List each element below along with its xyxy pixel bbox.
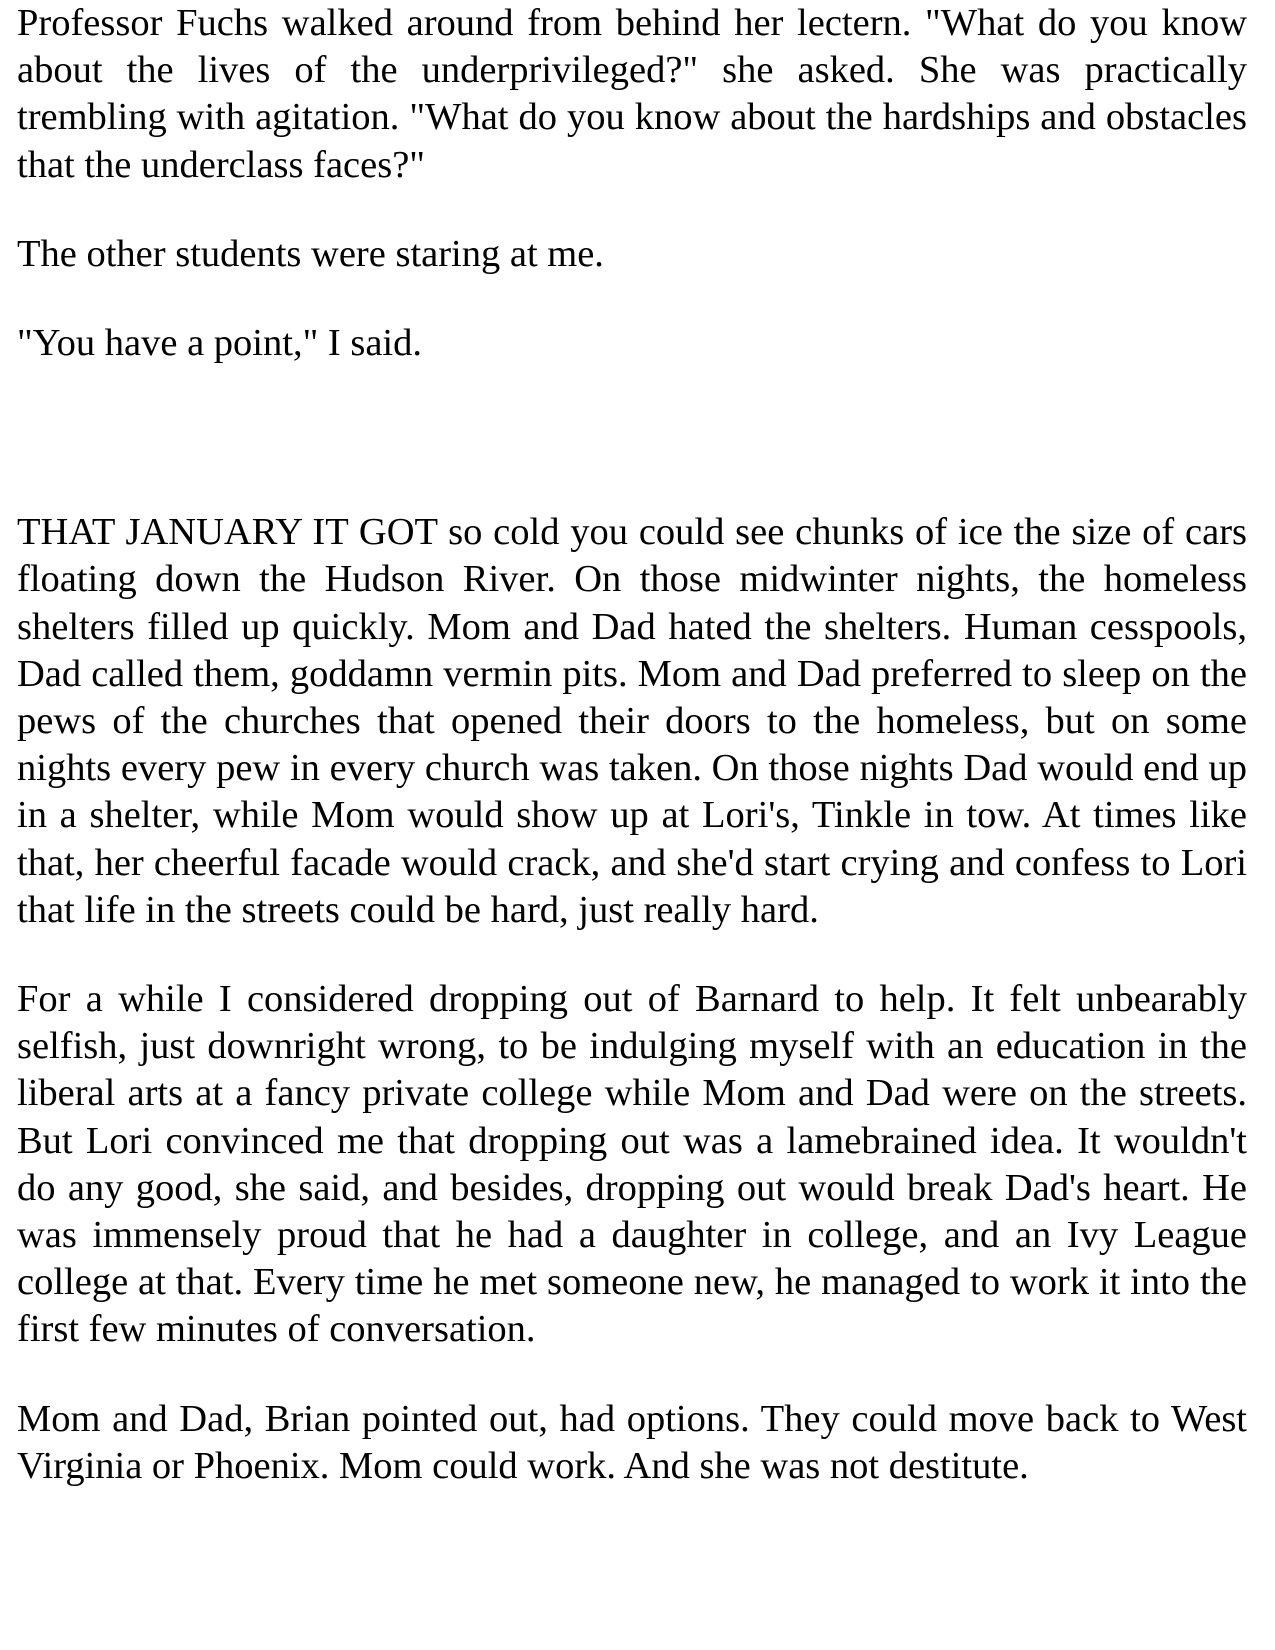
paragraph-students-staring: The other students were staring at me.: [17, 232, 604, 275]
paragraph-january: THAT JANUARY IT GOT so cold you could see chunks of ice the size of cars floating down the Hudson River. On those midwinter nights, the homeless shelters filled up quickly. Mom and Dad hated the shelters. Human cesspools, Dad called them, goddamn vermin pits. Mom and Dad preferred to sleep on the pews of the churches that opened their doors to the homeless, but on some nights every pew in every church was taken. On those nights Dad would end up in a shelter, while Mom would show up at Lori's, Tinkle in tow. At times like that, her cheerful facade would crack, and she'd start crying and confess to Lori that life in the streets could be hard, just really hard.: [17, 511, 1247, 931]
section-break: [17, 409, 1247, 509]
paragraph-options: Mom and Dad, Brian pointed out, had options. They could move back to West Virginia or Phoenix. Mom could work. And she was not destitute.: [17, 1397, 1247, 1487]
book-page: [17, 0, 1247, 1532]
paragraph-you-have-a-point: "You have a point," I said.: [17, 322, 423, 365]
paragraph-dropping-out: For a while I considered dropping out of Barnard to help. It felt unbearably selfish, just downright wrong, to be indulging myself with an education in the liberal arts at a fancy private college while Mom and Dad were on the streets. But Lori convinced me that dropping out was a lamebrained idea. It wouldn't do any good, she said, and besides, dropping out would break Dad's heart. He was immensely proud that he had a daughter in college, and an Ivy League college at that. Every time he met someone new, he managed to work it into the first few minutes of conversation.: [17, 978, 1247, 1351]
paragraph-professor-fuchs: Professor Fuchs walked around from behind her lectern. "What do you know about the lives of the underprivileged?" she asked. She was practically trembling with agitation. "What do you know about the hardships and obstacles that the underclass faces?": [17, 2, 1247, 186]
